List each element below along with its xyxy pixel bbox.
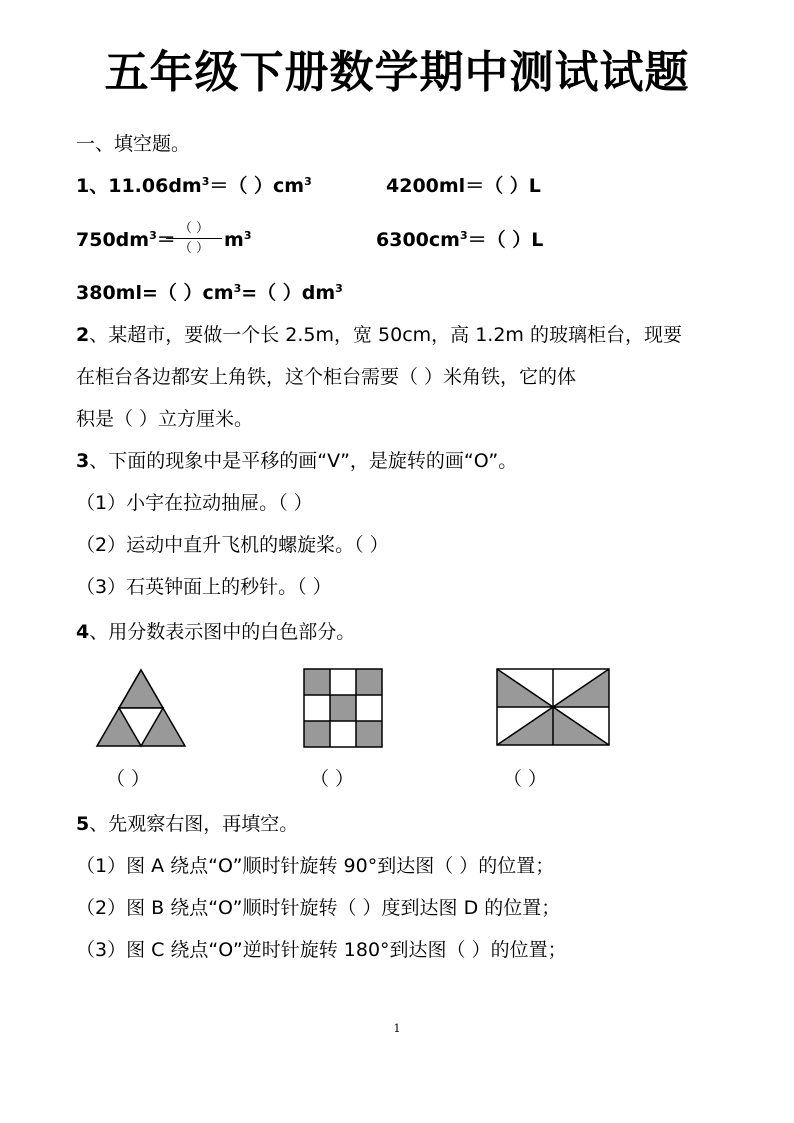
rectangle-figure [496, 668, 610, 746]
q1-number: 1 [76, 175, 90, 197]
q4-number: 4 [76, 621, 90, 643]
page-title: 五年级下册数学期中测试试题 [104, 47, 690, 98]
q3-item: （2）运动中直升飞机的螺旋桨。（ ） [76, 534, 389, 556]
q3-stem [76, 449, 517, 473]
q4-answer: （ ） [310, 768, 355, 790]
q1-b4: 6300cm [376, 229, 460, 251]
q1-sup: 3 [149, 229, 157, 242]
q1-b1: 750dm [76, 229, 150, 251]
q3-number: 3 [76, 450, 90, 472]
grid-cell [330, 721, 356, 747]
division-lines [497, 669, 609, 745]
q1-b3: m [224, 229, 244, 251]
q4-stem [76, 620, 355, 644]
grid-cell [304, 695, 330, 721]
q1-line1 [76, 174, 312, 198]
q1-sup: 3 [335, 282, 343, 295]
q1-a1: 、11.06dm [89, 175, 202, 197]
q1-a2: ＝（ ）cm [209, 175, 305, 197]
triangle-figure [95, 668, 187, 748]
fraction-denominator: （ ） [178, 241, 210, 256]
q1-b4-wrap [376, 228, 543, 252]
page-number: 1 [393, 1022, 401, 1035]
q2-text1: 、某超市，要做一个长 2.5m，宽 50cm，高 1.2m 的玻璃柜台，现要 [89, 324, 682, 346]
q2-line3: 积是（ ）立方厘米。 [76, 408, 254, 430]
q3-text: 、下面的现象中是平移的画“V”，是旋转的画“O”。 [89, 450, 518, 472]
q1-sup: 3 [304, 175, 312, 188]
q1-sup: 3 [243, 229, 252, 242]
grid-cell [330, 669, 356, 695]
top-triangle [119, 670, 163, 708]
q2-line1 [76, 323, 682, 347]
q1-sup: 3 [459, 229, 468, 242]
q5-item: （1）图 A 绕点“O”顺时针旋转 90°到达图（ ）的位置； [76, 855, 555, 877]
q5-number: 5 [76, 813, 90, 835]
grid-cell [330, 695, 356, 721]
q1-line2 [76, 228, 176, 252]
q5-item: （2）图 B 绕点“O”顺时针旋转（ ）度到达图 D 的位置； [76, 897, 561, 919]
q3-item: （3）石英钟面上的秒针。（ ） [76, 576, 332, 598]
q1-sup: 3 [233, 282, 242, 295]
grid-figure [303, 668, 383, 748]
q1-c1: 380ml=（ ）cm [76, 282, 234, 304]
grid-cell [356, 721, 382, 747]
section-heading: 一、填空题。 [76, 133, 191, 155]
q2-number: 2 [76, 324, 90, 346]
q4-text: 、用分数表示图中的白色部分。 [89, 621, 356, 643]
q1-line3 [76, 281, 343, 305]
grid-cell [356, 695, 382, 721]
q1-c2: =（ ）dm [241, 282, 336, 304]
q2-line2: 在柜台各边都安上角铁，这个柜台需要（ ）米角铁，它的体 [76, 366, 577, 388]
grid-cell [304, 669, 330, 695]
q5-text: 、先观察右图，再填空。 [89, 813, 299, 835]
q1-a3: 4200ml＝（ ）L [386, 175, 541, 197]
q5-stem [76, 812, 298, 836]
q4-answer: （ ） [503, 768, 548, 790]
q4-answer: （ ） [106, 768, 151, 790]
q1-fraction [166, 221, 222, 257]
q1-b2: ＝ [156, 229, 176, 251]
grid-cell [356, 669, 382, 695]
grid-cell [304, 721, 330, 747]
q5-item: （3）图 C 绕点“O”逆时针旋转 180°到达图（ ）的位置； [76, 939, 567, 961]
q3-item: （1）小宇在拉动抽屉。（ ） [76, 492, 313, 514]
q1-b5: ＝（ ）L [467, 229, 544, 251]
q1-b3-wrap [224, 228, 251, 252]
fraction-numerator: （ ） [166, 221, 222, 239]
q1-sup: 3 [201, 175, 210, 188]
